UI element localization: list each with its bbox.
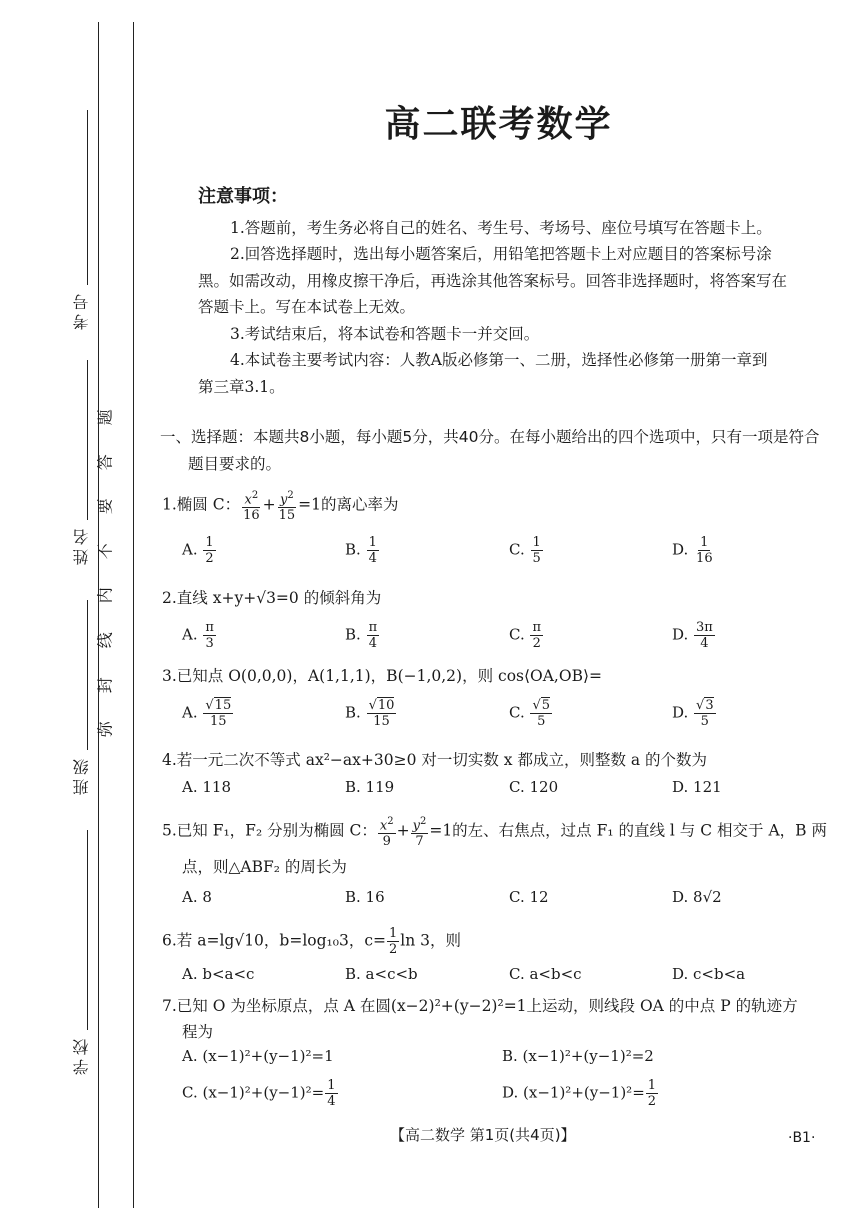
q1-option-b: B. $\frac{1}{4}$ <box>345 535 377 566</box>
paper-code: ·B1· <box>788 1130 816 1146</box>
q2-option-b: B. $\frac{\pi}{4}$ <box>345 620 378 651</box>
seal-char: 弥 <box>95 721 115 738</box>
q6-option-c: C. a<b<c <box>509 965 582 983</box>
notice-item: 2.回答选择题时，选出每小题答案后，用铅笔把答题卡上对应题目的答案标号涂 <box>230 245 772 263</box>
q5-option-c: C. 12 <box>509 888 549 906</box>
seal-char: 封 <box>95 676 115 693</box>
question-5: 5.已知 F₁，F₂ 分别为椭圆 C： $\frac{x^2}{9}$ + $\frac{y^2}{7}$ =1的左、右焦点，过点 F₁ 的直线 l 与 C 相交于 A，B 两 <box>162 816 827 850</box>
q2-option-a: A. $\frac{\pi}{3}$ <box>182 620 214 651</box>
q1-option-a: A. $\frac{1}{2}$ <box>182 535 214 566</box>
question-2: 2.直线 x+y+√3=0 的倾斜角为 <box>162 589 382 607</box>
question-1: 1.椭圆 C： $\frac{x^2}{16}$ + $\frac{y^2}{15}$ =1的离心率为 <box>162 490 399 524</box>
q7-option-b: B. (x−1)²+(y−1)²=2 <box>502 1047 654 1065</box>
notice-item: 3.考试结束后，将本试卷和答题卡一并交回。 <box>230 324 540 343</box>
exam-number-label: 考号 <box>72 290 91 330</box>
question-3: 3.已知点 O(0,0,0)，A(1,1,1)，B(−1,0,2)，则 cos⟨OA,OB⟩= <box>162 667 602 685</box>
q1-option-d: D. $\frac{1}{16}$ <box>672 535 713 566</box>
q4-option-c: C. 120 <box>509 778 559 796</box>
question-6: 6.若 a=lg√10，b=log₁₀3，c= $\frac{1}{2}$ ln 3，则 <box>162 926 462 957</box>
q2-option-d: D. $\frac{3\pi}{4}$ <box>672 620 713 651</box>
q6-option-d: D. c<b<a <box>672 965 746 983</box>
binding-line-inner <box>133 22 134 1208</box>
q1-prefix: 1.椭圆 C： <box>162 495 241 514</box>
q3-option-a: A. $\frac{√15}{15}$ <box>182 698 232 729</box>
q3-option-c: C. $\frac{√5}{5}$ <box>509 698 551 729</box>
q4-option-d: D. 121 <box>672 778 722 796</box>
class-label: 班级 <box>72 755 91 795</box>
q6-option-a: A. b<a<c <box>182 965 255 983</box>
notice-item: 黑。如需改动，用橡皮擦干净后，再选涂其他答案标号。回答非选择题时，将答案写在 <box>198 271 788 290</box>
notice-heading: 注意事项： <box>198 186 288 207</box>
school-field <box>58 830 98 1090</box>
class-field <box>58 600 98 800</box>
q7-option-d: D. (x−1)²+(y−1)²= $\frac{1}{2}$ <box>502 1078 657 1109</box>
seal-char: 答 <box>95 453 115 470</box>
notice-block <box>198 184 798 400</box>
q3-option-b: B. $\frac{√10}{15}$ <box>345 698 395 729</box>
seal-char: 内 <box>95 587 115 604</box>
q4-option-a: A. 118 <box>182 778 231 796</box>
seal-char: 不 <box>95 543 115 560</box>
q4-option-b: B. 119 <box>345 778 395 796</box>
question-5-line2: 点，则△ABF₂ 的周长为 <box>182 858 347 876</box>
notice-item: 第三章3.1。 <box>198 377 285 396</box>
seal-line-notice <box>95 395 128 752</box>
section-line: 题目要求的。 <box>188 455 282 473</box>
section-line: 一、选择题：本题共8小题，每小题5分，共40分。在每小题给出的四个选项中，只有一项是符合 <box>160 428 820 446</box>
binding-line-outer <box>98 22 99 1208</box>
notice-item: 1.答题前，考生务必将自己的姓名、考生号、考场号、座位号填写在答题卡上。 <box>230 218 772 237</box>
question-4: 4.若一元二次不等式 ax²−ax+30≥0 对一切实数 x 都成立，则整数 a 的个数为 <box>162 751 708 769</box>
name-field <box>58 360 98 580</box>
page-footer: 【高二数学 第1页(共4页)】 <box>390 1126 576 1144</box>
q2-option-c: C. $\frac{\pi}{2}$ <box>509 620 542 651</box>
q6-option-b: B. a<c<b <box>345 965 418 983</box>
q1-option-c: C. $\frac{1}{5}$ <box>509 535 541 566</box>
q5-option-b: B. 16 <box>345 888 385 906</box>
q5-option-d: D. 8√2 <box>672 888 722 906</box>
notice-item: 4.本试卷主要考试内容：人教A版必修第一、二册，选择性必修第一册第一章到 <box>230 351 768 369</box>
seal-char: 要 <box>95 498 115 515</box>
section-heading <box>160 424 840 478</box>
q1-suffix: =1的离心率为 <box>298 495 399 514</box>
page-title: 高二联考数学 <box>384 104 613 145</box>
q7-option-a: A. (x−1)²+(y−1)²=1 <box>182 1047 334 1065</box>
q3-option-d: D. $\frac{√3}{5}$ <box>672 698 714 729</box>
seal-char: 题 <box>95 409 115 426</box>
name-label: 姓名 <box>72 525 91 565</box>
question-7-line2: 程为 <box>182 1023 214 1041</box>
notice-item: 答题卡上。写在本试卷上无效。 <box>198 298 416 316</box>
q7-option-c: C. (x−1)²+(y−1)²= $\frac{1}{4}$ <box>182 1078 336 1109</box>
school-label: 学校 <box>72 1035 91 1075</box>
question-7: 7.已知 O 为坐标原点，点 A 在圆(x−2)²+(y−2)²=1上运动，则线段 OA 的中点 P 的轨迹方 <box>162 997 798 1015</box>
q5-option-a: A. 8 <box>182 888 212 906</box>
seal-char: 线 <box>95 632 115 649</box>
